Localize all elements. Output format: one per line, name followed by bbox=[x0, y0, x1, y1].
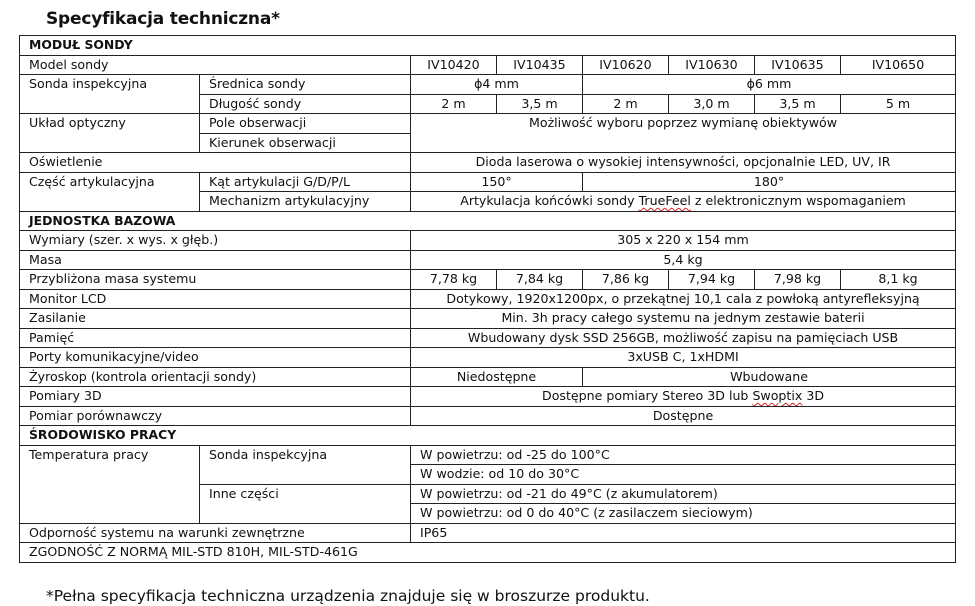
model-label: Model sondy bbox=[20, 55, 411, 75]
resistance-label: Odporność systemu na warunki zewnętrzne bbox=[20, 523, 411, 543]
truefeel-brand: TrueFeel bbox=[638, 193, 691, 208]
table-row bbox=[20, 543, 956, 563]
length-cell: 3,0 m bbox=[669, 94, 755, 114]
mechanism-label: Mechanizm artykulacyjny bbox=[200, 192, 411, 212]
angle-6-value: 180° bbox=[583, 172, 956, 192]
mass-label: Masa bbox=[20, 250, 411, 270]
section-probe-row bbox=[20, 36, 956, 56]
dimensions-value: 305 x 220 x 154 mm bbox=[411, 231, 956, 251]
system-mass-cell: 7,84 kg bbox=[497, 270, 583, 290]
ports-value: 3xUSB C, 1xHDMI bbox=[411, 348, 956, 368]
power-label: Zasilanie bbox=[20, 309, 411, 329]
system-mass-label: Przybliżona masa systemu bbox=[20, 270, 411, 290]
comparative-measurement-value: Dostępne bbox=[411, 406, 956, 426]
system-mass-cell: 7,98 kg bbox=[755, 270, 841, 290]
temperature-label: Temperatura pracy bbox=[20, 445, 200, 523]
memory-value: Wbudowany dysk SSD 256GB, możliwość zapisu na pamięciach USB bbox=[411, 328, 956, 348]
swoptix-brand: Swoptix bbox=[752, 388, 803, 403]
section-base-row bbox=[20, 211, 956, 231]
length-label: Długość sondy bbox=[200, 94, 411, 114]
optical-label: Układ optyczny bbox=[20, 114, 200, 153]
gyroscope-unavailable: Niedostępne bbox=[411, 367, 583, 387]
system-mass-cell: 7,78 kg bbox=[411, 270, 497, 290]
lcd-label: Monitor LCD bbox=[20, 289, 411, 309]
measurement-3d-value bbox=[411, 387, 956, 407]
table-row bbox=[20, 55, 956, 75]
length-cell: 3,5 m bbox=[755, 94, 841, 114]
section-env-heading: ŚRODOWISKO PRACY bbox=[20, 426, 956, 446]
table-row bbox=[20, 328, 956, 348]
diameter-6-value: ɸ6 mm bbox=[583, 75, 956, 95]
table-row bbox=[20, 250, 956, 270]
table-row bbox=[20, 523, 956, 543]
articulation-angle-label: Kąt artykulacji G/D/P/L bbox=[200, 172, 411, 192]
field-of-view-label: Pole obserwacji bbox=[200, 114, 411, 134]
page-title: Specyfikacja techniczna* bbox=[46, 9, 280, 29]
spec-table bbox=[19, 35, 956, 563]
dimensions-label: Wymiary (szer. x wys. x głęb.) bbox=[20, 231, 411, 251]
model-cell: IV10635 bbox=[755, 55, 841, 75]
mechanism-text-pre: Artykulacja końcówki sondy bbox=[460, 193, 639, 208]
lcd-value: Dotykowy, 1920x1200px, o przekątnej 10,1 cala z powłoką antyrefleksyjną bbox=[411, 289, 956, 309]
temp-other-label: Inne części bbox=[200, 484, 411, 523]
gyroscope-label: Żyroskop (kontrola orientacji sondy) bbox=[20, 367, 411, 387]
temp-probe-water: W wodzie: od 10 do 30°C bbox=[411, 465, 956, 485]
measurement-3d-post: 3D bbox=[802, 388, 825, 403]
table-row bbox=[20, 75, 956, 95]
diameter-label: Średnica sondy bbox=[200, 75, 411, 95]
optical-value: Możliwość wyboru poprzez wymianę obiektywów bbox=[411, 114, 956, 153]
gyroscope-built-in: Wbudowane bbox=[583, 367, 956, 387]
section-probe-heading: MODUŁ SONDY bbox=[20, 36, 956, 56]
table-row bbox=[20, 387, 956, 407]
angle-4-value: 150° bbox=[411, 172, 583, 192]
table-row bbox=[20, 406, 956, 426]
table-row bbox=[20, 289, 956, 309]
view-direction-label: Kierunek obserwacji bbox=[200, 133, 411, 153]
table-row bbox=[20, 445, 956, 465]
memory-label: Pamięć bbox=[20, 328, 411, 348]
length-cell: 5 m bbox=[841, 94, 956, 114]
temp-other-battery: W powietrzu: od -21 do 49°C (z akumulatorem) bbox=[411, 484, 956, 504]
table-row bbox=[20, 153, 956, 173]
mass-value: 5,4 kg bbox=[411, 250, 956, 270]
length-cell: 3,5 m bbox=[497, 94, 583, 114]
table-row bbox=[20, 172, 956, 192]
model-cell: IV10420 bbox=[411, 55, 497, 75]
articulation-label: Część artykulacyjna bbox=[20, 172, 200, 211]
temp-probe-label: Sonda inspekcyjna bbox=[200, 445, 411, 484]
model-cell: IV10620 bbox=[583, 55, 669, 75]
table-row bbox=[20, 367, 956, 387]
measurement-3d-label: Pomiary 3D bbox=[20, 387, 411, 407]
model-cell: IV10650 bbox=[841, 55, 956, 75]
model-cell: IV10630 bbox=[669, 55, 755, 75]
temp-other-mains: W powietrzu: od 0 do 40°C (z zasilaczem sieciowym) bbox=[411, 504, 956, 524]
table-row bbox=[20, 114, 956, 134]
table-row bbox=[20, 270, 956, 290]
inspection-probe-label: Sonda inspekcyjna bbox=[20, 75, 200, 114]
table-row bbox=[20, 309, 956, 329]
compliance-note: ZGODNOŚĆ Z NORMĄ MIL-STD 810H, MIL-STD-461G bbox=[20, 543, 956, 563]
lighting-value: Dioda laserowa o wysokiej intensywności, opcjonalnie LED, UV, IR bbox=[411, 153, 956, 173]
power-value: Min. 3h pracy całego systemu na jednym zestawie baterii bbox=[411, 309, 956, 329]
lighting-label: Oświetlenie bbox=[20, 153, 411, 173]
length-cell: 2 m bbox=[411, 94, 497, 114]
diameter-4-value: ɸ4 mm bbox=[411, 75, 583, 95]
system-mass-cell: 8,1 kg bbox=[841, 270, 956, 290]
model-cell: IV10435 bbox=[497, 55, 583, 75]
length-cell: 2 m bbox=[583, 94, 669, 114]
temp-probe-air: W powietrzu: od -25 do 100°C bbox=[411, 445, 956, 465]
table-row bbox=[20, 348, 956, 368]
table-row bbox=[20, 231, 956, 251]
measurement-3d-pre: Dostępne pomiary Stereo 3D lub bbox=[542, 388, 753, 403]
ports-label: Porty komunikacyjne/video bbox=[20, 348, 411, 368]
section-env-row bbox=[20, 426, 956, 446]
mechanism-value bbox=[411, 192, 956, 212]
system-mass-cell: 7,86 kg bbox=[583, 270, 669, 290]
mechanism-text-post: z elektronicznym wspomaganiem bbox=[690, 193, 906, 208]
system-mass-cell: 7,94 kg bbox=[669, 270, 755, 290]
footnote: *Pełna specyfikacja techniczna urządzenia znajduje się w broszurze produktu. bbox=[46, 587, 650, 605]
comparative-measurement-label: Pomiar porównawczy bbox=[20, 406, 411, 426]
resistance-value: IP65 bbox=[411, 523, 956, 543]
section-base-heading: JEDNOSTKA BAZOWA bbox=[20, 211, 956, 231]
